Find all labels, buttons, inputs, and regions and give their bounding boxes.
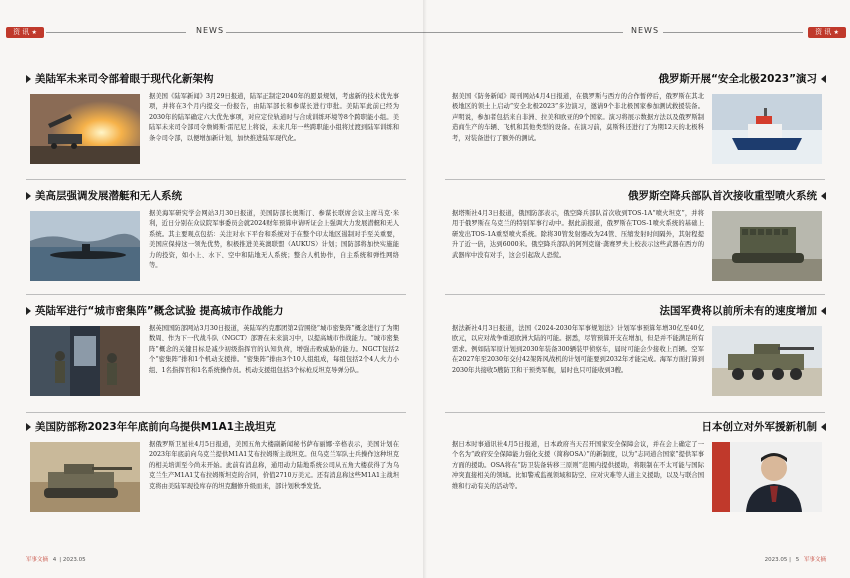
article-body: 据英国国防部网站3月30日报道，英陆军约克郡团第2营围绕“城市密集阵”概念进行了为期数周、作为下一代战斗队（NGCT）部署在未来演习中，以提高城市作战能力。“城市密集阵”概念的关键目标是减少初级指挥官的认知负荷，增强击败威胁的能力。NGCT包括2个“密集阵”排和1个机动支援排。“密集阵”排由3个10人组组成，每组包括2个4人火力小组、1名指挥官和1名系统操作员。机动支援组包括3个标枪反坦克导弹分队。 bbox=[149, 325, 399, 374]
article-title: 俄罗斯空降兵部队首次接收重型喷火系统 bbox=[628, 190, 826, 203]
triangle-bullet-icon bbox=[26, 423, 31, 431]
triangle-bullet-icon bbox=[821, 423, 826, 431]
tank-photo bbox=[30, 442, 140, 512]
footer-brand: 军事文摘 bbox=[803, 557, 826, 563]
triangle-bullet-icon bbox=[26, 307, 31, 315]
article-title: 法国军费将以前所未有的速度增加 bbox=[660, 305, 827, 318]
triangle-bullet-icon bbox=[821, 192, 826, 200]
page-number: 5 bbox=[795, 557, 800, 563]
article-divider bbox=[445, 294, 825, 295]
article-title: 日本创立对外军援新机制 bbox=[702, 421, 827, 434]
page-number: 4 bbox=[52, 557, 57, 563]
submarine-photo bbox=[30, 211, 140, 281]
icebreaker-photo bbox=[712, 94, 822, 164]
page-footer: 军事文摘 4 | 2023.05 bbox=[26, 557, 86, 563]
section-tag: 资 讯 ★ bbox=[6, 27, 44, 38]
article-body: 据美海军研究学会网站3月30日报道，美国防部长奥斯汀、参谋长联席会议主席马克·米利，近日分别在众议院军事委员会就2024财年预算申请听证会上强调大力发展潜艇和无人系统。其主要观点包括：关注对水下平台和系统对于在整个印太地区遏制对手至关重要，美国应保持这一领先优势，积极推进美英澳联盟（AUKUS）计划；国防部将加快实施能力的投资，如小上、水下、空中和陆地无人系统；整合人机协作，自主系统和弹性网络等。 bbox=[149, 210, 399, 270]
armored-vehicle-photo bbox=[712, 326, 822, 396]
article-title: 美陆军未来司令部着眼于现代化新架构 bbox=[26, 73, 214, 86]
article-body: 据法新社4月3日报道，法国《2024-2030年军事规划法》计划军事预算年增30亿至40亿欧元，以应对战争重返欧洲大陆的可能。据悉，尽管预算开支在增加，但是并不能满足所有需求。例如陆军原计划到2030年装备300辆装甲侦察车，届时可能会少接收上百辆。空军在2027年至2030年交付42架阵风战机的计划可能要到2032年才能完成。海军方面打算到2030年共接收5艘防卫和干预类军舰，届时也只可能收到3艘。 bbox=[452, 325, 704, 374]
page-spine bbox=[423, 0, 427, 578]
footer-brand: 军事文摘 bbox=[26, 557, 49, 563]
article-title: 美高层强调发展潜艇和无人系统 bbox=[26, 190, 182, 203]
article-divider bbox=[445, 412, 825, 413]
article-body: 据美国《防务新闻》周刊网站4月4日报道，在俄罗斯与西方的合作暂停后，俄罗斯在其北极地区的领土上启动“安全北极2023”多边演习，邀请9个非北极国家参加测试救援装备。声明说，参加者包括来自非洲、拉美和欧亚的9个国家。演习将展示数据方法以及俄罗斯制造商生产的车辆、飞机和其他类型的设备。在演习前，莫斯科还进行了为期12天的北极科考，对装备进行了额外的测试。 bbox=[452, 93, 704, 142]
triangle-bullet-icon bbox=[26, 75, 31, 83]
triangle-bullet-icon bbox=[821, 307, 826, 315]
header-rule bbox=[46, 32, 186, 33]
missile-launch-photo bbox=[30, 94, 140, 164]
article-divider bbox=[26, 412, 406, 413]
spokesperson-photo bbox=[712, 442, 822, 512]
article-body: 据日本时事通讯社4月5日报道，日本政府当天召开国家安全保障会议，并在会上确定了一个名为“政府安全保障能力强化支援（简称OSA）”的新制度，以为“志同道合国家”提供军事方面的援助。OSA将在“防卫装备转移三原则”范围内提供援助，将限制在不太可能与国际冲突直接相关的领域。比如警戒监视领域和防空、应对灾难等人道主义援助，以及与联合国维和行动有关的活动等。 bbox=[452, 441, 704, 490]
article-divider bbox=[445, 179, 825, 180]
header-rule bbox=[425, 32, 623, 33]
article-body: 据俄罗斯卫星社4月5日报道，美国五角大楼副新闻秘书萨布丽娜·辛格表示，美国计划在2023年年底前向乌克兰提供M1A1艾布拉姆斯主战坦克。但乌克兰军队士兵操作这种坦克的相关培训至今尚未开始。此前有消息称，通用动力陆地系统公司从五角大楼获得了为乌克兰生产M1A1艾布拉姆斯坦克的合同，价值2710万美元。还有消息称这些M1A1主战坦克将由美陆军现役库存的坦克翻修升级而来，部计划秋季发货。 bbox=[149, 441, 399, 490]
article-title: 英陆军进行“城市密集阵”概念试验 提高城市作战能力 bbox=[26, 305, 283, 318]
tos1a-photo bbox=[712, 211, 822, 281]
news-label: NEWS bbox=[631, 26, 660, 35]
page-footer: 2023.05 | 5 军事文摘 bbox=[764, 557, 826, 563]
news-label: NEWS bbox=[196, 26, 225, 35]
triangle-bullet-icon bbox=[821, 75, 826, 83]
urban-soldiers-photo bbox=[30, 326, 140, 396]
article-divider bbox=[26, 179, 406, 180]
footer-date: 2023.05 bbox=[62, 557, 86, 563]
footer-date: 2023.05 bbox=[764, 557, 788, 563]
right-page bbox=[425, 0, 850, 578]
article-body: 据美国《陆军新闻》3月29日报道，陆军正制定2040年的愿景规划，考虑新的技术优先事项，并将在3个月内提交一份报告，由陆军部长和参谋长进行审批。美陆军此前已经为2030年的陆军确定六大优先事项，对应定位轨道时与合成训练环境等8个跨职能小组。美陆军未来司令部司令詹姆斯·雷尼尼上将说，未来几年一些跨职能小组将过渡到陆军训练和条令司令部，以便增加新计划，加快推进陆军现代化。 bbox=[149, 93, 399, 142]
article-title: 俄罗斯开展“安全北极2023”演习 bbox=[658, 73, 826, 86]
star-icon: ★ bbox=[833, 29, 839, 36]
section-tag: 资 讯 ★ bbox=[808, 27, 846, 38]
article-title: 美国防部称2023年年底前向乌提供M1A1主战坦克 bbox=[26, 421, 276, 434]
triangle-bullet-icon bbox=[26, 192, 31, 200]
article-divider bbox=[26, 294, 406, 295]
header-rule bbox=[663, 32, 803, 33]
article-body: 据塔斯社4月3日报道，俄国防部表示，俄空降兵部队首次收到TOS-1A“喷火坦克”，并将用于俄罗斯在乌克兰的特别军事行动中。据此前报道，俄罗斯在TOS-1喷火系统的基础上研发出TOS-1A重型喷火系统。除将30管发射器改为24管、压缩发射时间隔外，其射程提升了近一倍，达到6000米。俄空降兵部队的阿列克谢·龚赛罗夫上校表示这些武器在西方的武器库中没有对手，这会引起敌人恐慌。 bbox=[452, 210, 704, 259]
header-rule bbox=[226, 32, 425, 33]
star-icon: ★ bbox=[31, 29, 37, 36]
